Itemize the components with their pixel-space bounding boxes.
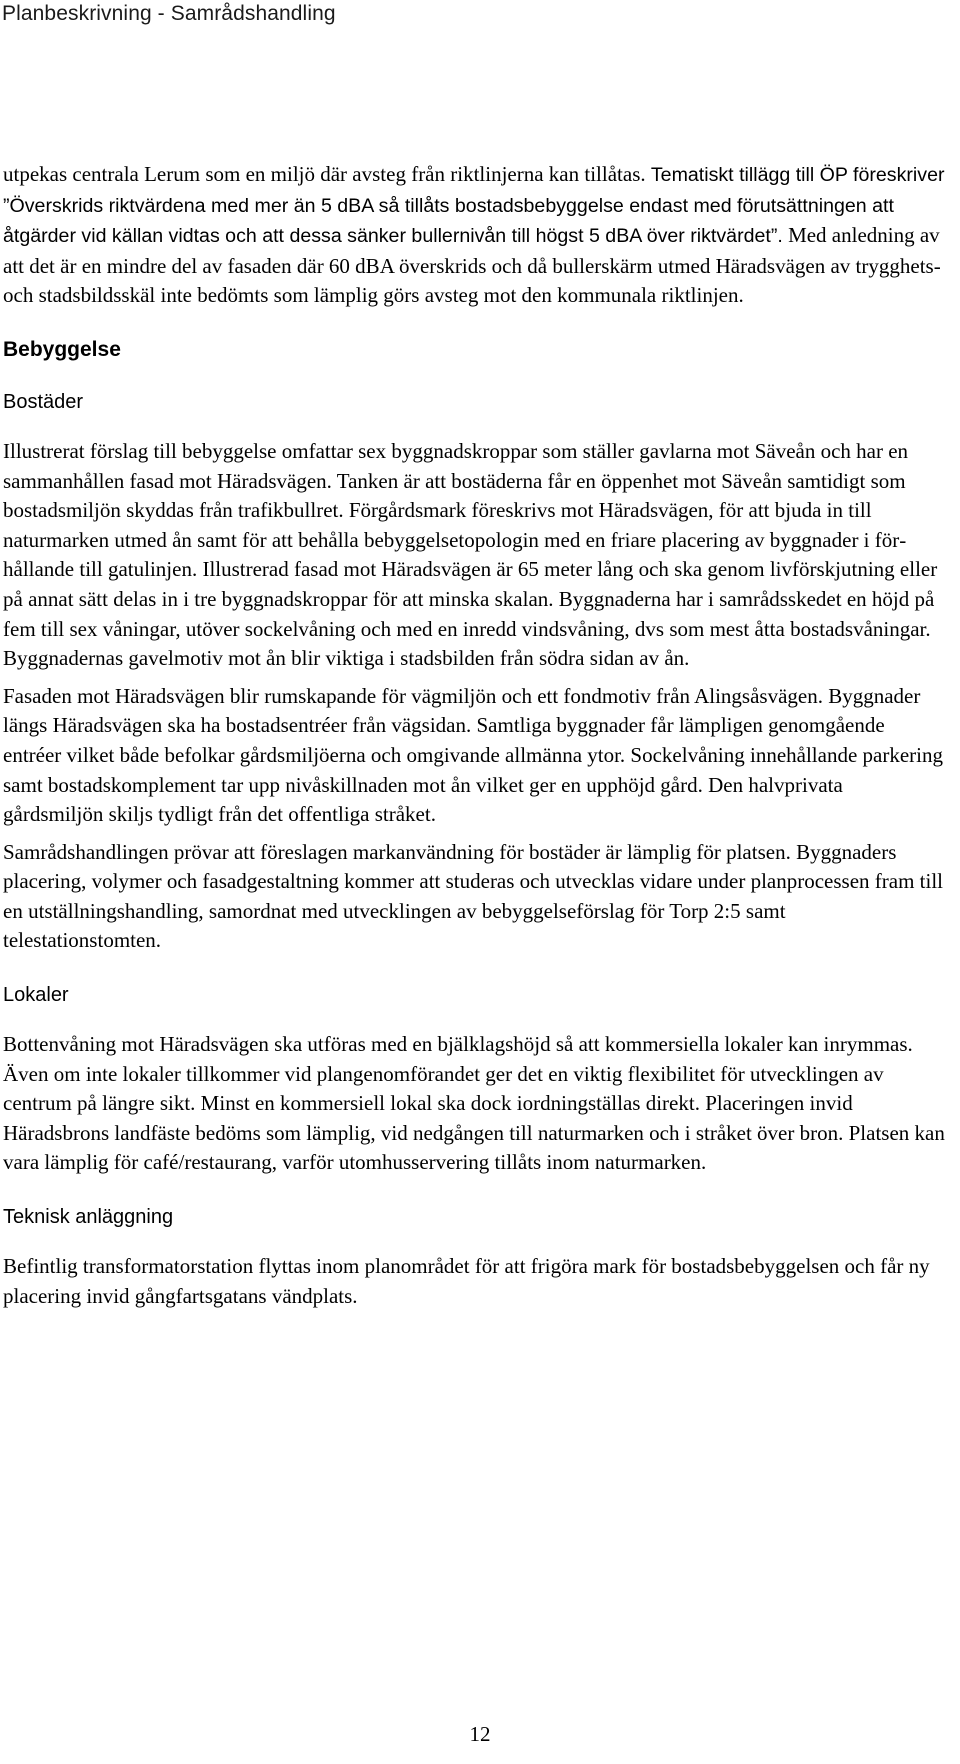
heading-teknisk-anlaggning: Teknisk anläggning xyxy=(3,1206,174,1229)
running-header: Planbeskrivning - Samrådshandling xyxy=(2,2,336,25)
bostader-paragraph-3: Samrådshandlingen prövar att föreslagen markanvändning för bostäder är lämplig för platsen. Byggnaders placering, volymer och fasadgestaltning kommer att studeras och utvecklas vidare under planprocessen fram till en utställningshandling, samordnat med utvecklingen av bebyggelseförslag för Torp 2:5 samt telestationstomten. xyxy=(3,839,944,953)
intro-text-serif-b: Med anledning av att det är en mindre del av fasaden där 60 dBA överskrids och då bullerskärm utmed Häradsvägen av trygghets- och stadsbildsskäl inte bedömts som lämplig görs avsteg mot den kommunala riktlinjen. xyxy=(3,223,941,308)
intro-paragraph xyxy=(3,160,948,311)
bostader-paragraph-2: Fasaden mot Häradsvägen blir rumskapande för vägmiljön och ett fondmotiv från Alingsåsvägen. Byggnader längs Häradsvägen ska ha bostadsentréer från vägsidan. Samtliga byggnader får lämpligen genomgående entréer vilket både befolkar gårdsmiljöerna och omgivande allmänna ytor. Sockelvåning innehållande parkering samt bostadskomplement tar upp nivåskillnaden mot ån vilket ger en upphöjd gård. Den halvprivata gårdsmiljön skiljs tydligt från det offentliga stråket. xyxy=(3,683,943,827)
page-content xyxy=(3,160,948,1311)
lokaler-paragraph-1: Bottenvåning mot Häradsvägen ska utföras med en bjälklagshöjd så att kommersiella lokaler kan inrymmas. Även om inte lokaler tillkommer vid plangenomförandet ger det en viktig flexibilitet för utvecklingen av centrum på längre sikt. Minst en kommersiell lokal ska dock iordningställas direkt. Placeringen invid Häradsbrons landfäste bedöms som lämplig, vid nedgången till naturmarken och i stråket över bron. Platsen kan vara lämplig för café/restaurang, varför utomhusservering tillåts inom naturmarken. xyxy=(3,1032,945,1175)
teknisk-paragraph-1: Befintlig transformatorstation flyttas inom planområdet för att frigöra mark för bostadsbebyggelsen och får ny placering invid gångfartsgatans vändplats. xyxy=(3,1254,930,1308)
bostader-paragraph-1: Illustrerat förslag till bebyggelse omfattar sex byggnadskroppar som ställer gavlarna mot Säveån och har en sammanhållen fasad mot Häradsvägen. Tanken är att bostäderna får en öppenhet mot Säveån samtidigt som bostadsmiljön skyddas från trafikbullret. Förgårdsmark föreskrivs mot Häradsvägen, för att bjuda in till naturmarken utmed ån samt för att behålla bebyggelsetopologin med en friare placering av byggnader i förhållande till gatulinjen. Illustrerad fasad mot Häradsvägen är 65 meter lång och ska genom livförskjutning eller på annat sätt delas in i tre byggnadskroppar för att minska skalan. Byggnaderna har i samrådsskedet en höjd på fem till sex våningar, utöver sockelvåning och med en inredd vindsvåning, dvs som mest åtta bostadsvåningar. Byggnadernas gavelmotiv mot ån blir viktiga i stadsbilden från södra sidan av ån. xyxy=(3,438,938,671)
page-number: 12 xyxy=(469,1722,491,1746)
heading-lokaler: Lokaler xyxy=(3,984,69,1007)
intro-text-serif-a: utpekas centrala Lerum som en miljö där avsteg från riktlinjerna kan tillåtas. xyxy=(3,162,651,186)
heading-bebyggelse: Bebyggelse xyxy=(3,337,121,361)
heading-bostader: Bostäder xyxy=(3,390,84,413)
intro-text-sans-quote: Tematiskt tillägg till ÖP föreskriver ”Överskrids riktvärdena med mer än 5 dBA så tillåts bostadsbebyggelse endast med förutsättningen att åtgärder vid källan vidtas och att dessa sänker bullernivån till högst 5 dBA över riktvärdet”. xyxy=(3,164,945,248)
